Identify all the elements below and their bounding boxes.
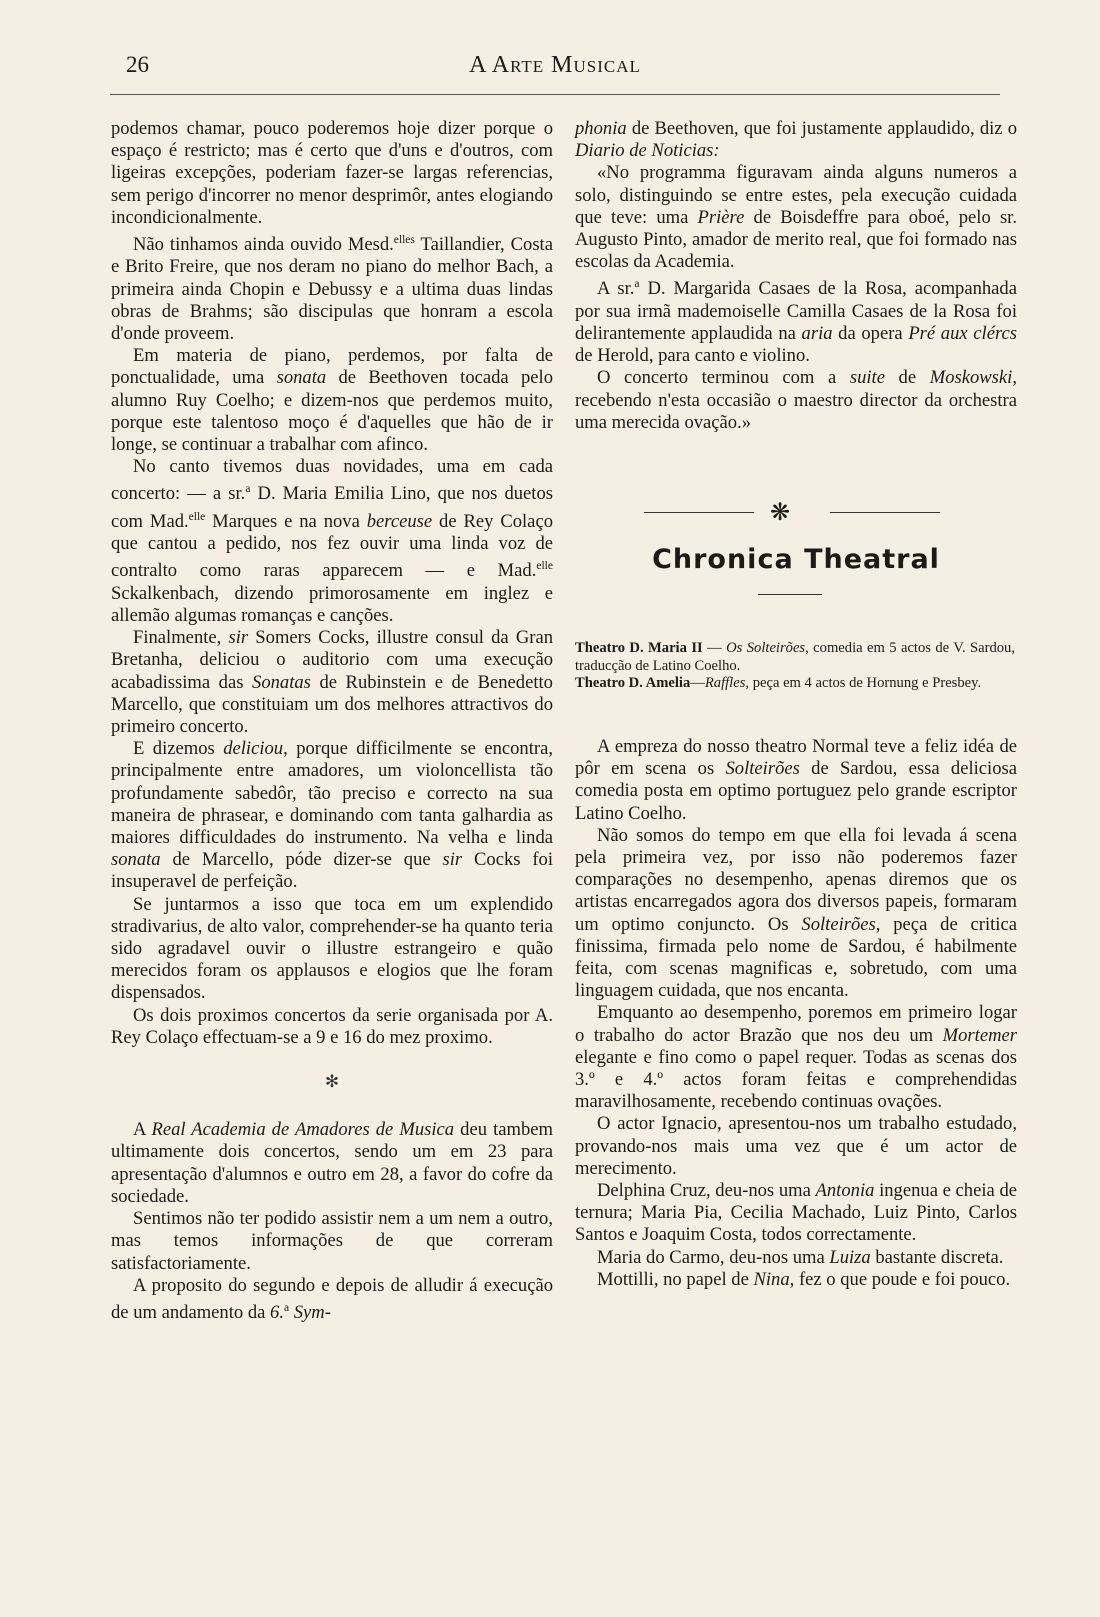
chronica-body — [575, 736, 1017, 1291]
paragraph: Mottilli, no papel de Nina, fez o que poude e foi pouco. — [597, 1268, 1011, 1290]
right-column-paragraphs — [575, 118, 1017, 434]
notice-entry: Theatro D. Amelia—Raffles, peça em 4 actos de Hornung e Presbey. — [575, 675, 982, 692]
paragraph: O concerto terminou com a suite de Moskowski, recebendo n'esta occasião o maestro director da orchestra uma merecida ovação.» — [575, 367, 1017, 433]
title-underline — [758, 594, 822, 595]
page-number: 26 — [126, 52, 149, 77]
paragraph: Se juntarmos a isso que toca em um explendido stradivarius, de alto valor, comprehender-se ha quanto teria sido agradavel ouvir o illustre estrangeiro e quão merecidos foram os applausos e elogios que lhe foram dispensados. — [111, 893, 553, 1004]
paragraph: Finalmente, sir Somers Cocks, illustre consul da Gran Bretanha, deliciou o auditorio com uma execução acabadissima das Sonatas de Rubinstein e de Benedetto Marcello, que constituiam um dos melhores attractivos do primeiro concerto. — [111, 627, 553, 738]
paragraph: Sentimos não ter podido assistir nem a um nem a outro, mas temos informações de que correram satisfactoriamente. — [111, 1208, 553, 1274]
paragraph: phonia de Beethoven, que foi justamente applaudido, diz o Diario de Noticias: — [575, 118, 1017, 162]
paragraph: No canto tivemos duas novidades, uma em cada concerto: — a sr.$^a$ D. Maria Emilia Lino, que nos duetos com Mad.$^{elle}$ Marques e na nova berceuse de Rey Colaço que cantou a pedido, nos fez ouvir uma linda voz de contralto como raras apparecem — e Mad.$^{elle}$ Sckalkenbach, dizendo primorosamente em inglez e allemão algumas romanças e canções. — [111, 456, 554, 627]
academia-paragraphs — [111, 1119, 553, 1324]
section-title: Chronica Theatral — [652, 544, 940, 575]
paragraph: A sr.$^a$ D. Margarida Casaes de la Rosa, acompanhada por sua irmã mademoiselle Camilla Casaes de la Rosa foi delirantemente applaudida na aria da opera Pré aux clércs de Herold, para canto e violino. — [575, 278, 1017, 367]
paragraph: Em materia de piano, perdemos, por falta de ponctualidade, uma sonata de Beethoven tocada pelo alumno Ruy Coelho; e dizem-nos que perdemos muito, porque este talentoso moço é d'aquelles que hão de ir longe, se continuar a trabalhar com afinco. — [111, 345, 553, 456]
flower-ornament-icon: ❋ — [770, 500, 791, 526]
notice-entry: Theatro D. Maria II — Os Solteirões, comedia em 5 actos de V. Sardou, traducção de Latino Coelho. — [575, 640, 1015, 674]
page-header — [110, 52, 1000, 88]
left-column-paragraphs — [111, 118, 553, 1049]
header-rule — [110, 94, 1000, 95]
paragraph: Não somos do tempo em que ella foi levada á scena pela primeira vez, por isso não poderemos fazer comparações no desempenho, apenas diremos que os artistas encarregados agora dos diversos papeis, formaram um optimo conjuncto. Os Solteirões, peça de critica finissima, firmada pelo nome de Sardou, é habilmente feita, com scenas magnificas e, sobretudo, com uma linguagem cuidada, que nos encanta. — [575, 824, 1017, 1002]
paragraph: O actor Ignacio, apresentou-nos um trabalho estudado, provando-nos mais uma vez que é um actor de merecimento. — [575, 1113, 1017, 1179]
paragraph: Não tinhamos ainda ouvido Mesd.$^{elles}$ Taillandier, Costa e Brito Freire, que nos deram no piano do melhor Bach, a primeira ainda Chopin e Debussy e a ultima duas lindas obras de Brahms; são discipulas que honram a escola d'onde proveem. — [111, 234, 553, 345]
ornament-divider — [628, 498, 940, 526]
ornament-line-right — [830, 512, 940, 513]
theatre-notice — [575, 640, 1015, 693]
left-column — [111, 118, 553, 1324]
paragraph: A empreza do nosso theatro Normal teve a feliz idéa de pôr em scena os Solteirões de Sardou, essa deliciosa comedia posta em optimo portuguez pelo grande escriptor Latino Coelho. — [575, 736, 1017, 824]
paragraph: podemos chamar, pouco poderemos hoje dizer porque o espaço é restricto; mas é certo que d'uns e d'outros, com ligeiras excepções, poderiam fazer-se largas referencias, sem perigo d'incorrer no menor desprimôr, antes elogiando incondicionalmente. — [111, 118, 553, 228]
ornament-line-left — [644, 512, 754, 513]
paragraph: A proposito do segundo e depois de alludir á execução de um andamento da 6.$^a$ Sym- — [111, 1274, 553, 1324]
paragraph: Maria do Carmo, deu-nos uma Luiza bastante discreta. — [597, 1246, 1004, 1268]
section-separator: ✻ — [324, 1072, 340, 1092]
paragraph: E dizemos deliciou, porque difficilmente se encontra, principalmente entre amadores, um violoncellista tão profundamente sabedôr, tão preciso e correcto na sua maneira de phrasear, e dominando com tanta galhardia as maiores difficuldades do instrumento. Na velha e linda sonata de Marcello, póde dizer-se que sir Cocks foi insuperavel de perfeição. — [111, 738, 553, 893]
paragraph: Os dois proximos concertos da serie organisada por A. Rey Colaço effectuam-se a 9 e 16 do mez proximo. — [111, 1004, 553, 1048]
paragraph: A Real Academia de Amadores de Musica deu tambem ultimamente dois concertos, sendo um em 23 para apresentação d'alumnos e outro em 28, a favor do cofre da sociedade. — [111, 1119, 553, 1207]
paragraph: Delphina Cruz, deu-nos uma Antonia ingenua e cheia de ternura; Maria Pia, Cecilia Machado, Luiz Pinto, Carlos Santos e Joaquim Costa, todos correctamente. — [575, 1180, 1017, 1246]
right-column — [575, 118, 1017, 434]
paragraph: Emquanto ao desempenho, poremos em primeiro logar o trabalho do actor Brazão que nos deu um Mortemer elegante e fino como o papel requer. Todas as scenas dos 3.º e 4.º actos foram feitas e comprehendidas maravilhosamente, recebendo continuas ovações. — [575, 1002, 1017, 1113]
paragraph: «No programma figuravam ainda alguns numeros a solo, distinguindo se entre estes, pela execução cuidada que teve: uma Prière de Boisdeffre para oboé, pelo sr. Augusto Pinto, amador de merito real, que foi formado nas escolas da Academia. — [575, 162, 1017, 273]
journal-title: A Arte Musical — [469, 52, 641, 78]
